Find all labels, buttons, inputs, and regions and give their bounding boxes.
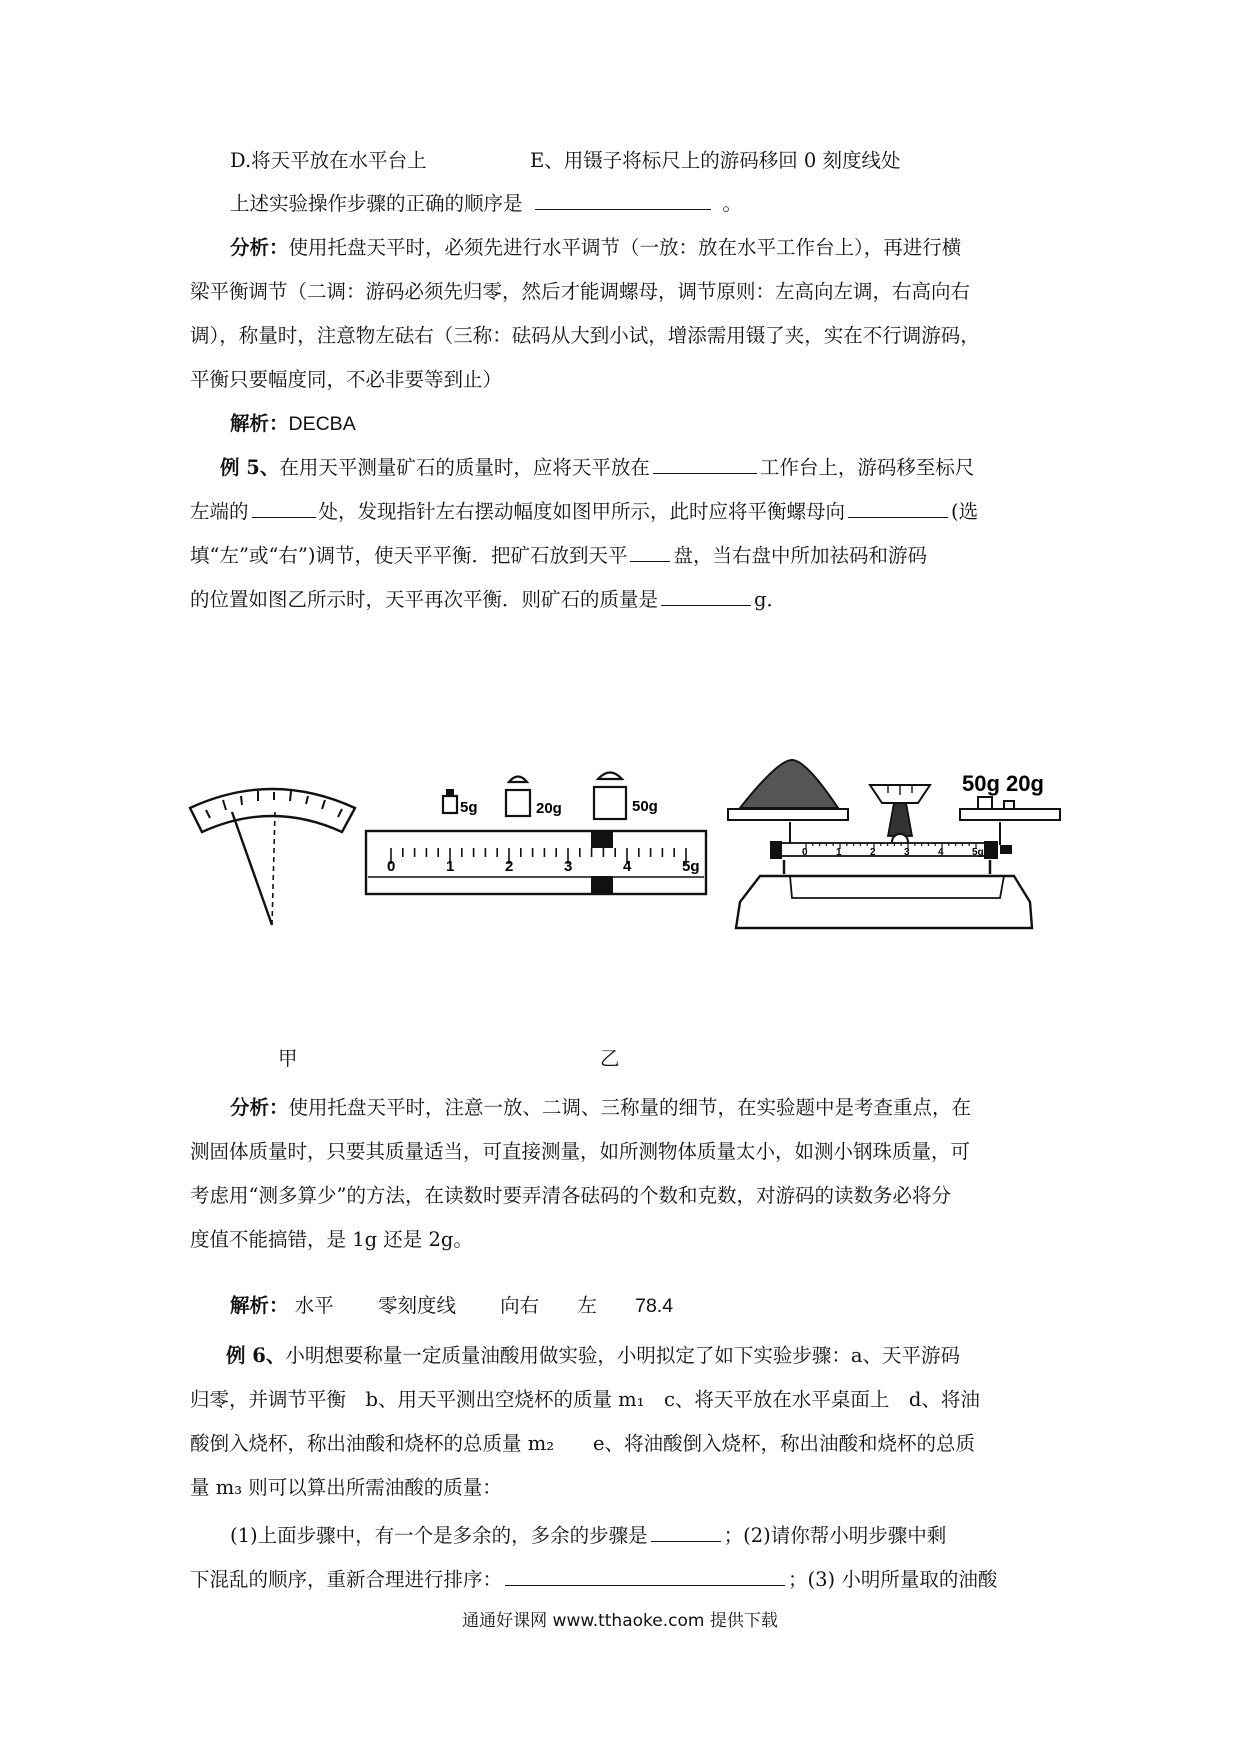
ruler-tick-label: 0 (387, 858, 396, 875)
q4-answer: 解析：DECBA (230, 412, 356, 435)
q6-line-3: 酸倒入烧杯，称出油酸和烧杯的总质量 m₂ e、将油酸倒入烧杯，称出油酸和烧杯的总质 (190, 1432, 976, 1455)
weight-50g (594, 773, 658, 820)
q5-line-2: 左端的 处，发现指针左右摆动幅度如图甲所示，此时应将平衡螺母向 (选 (190, 500, 979, 523)
balance-figure (728, 760, 1060, 928)
q4-order-question: 上述实验操作步骤的正确的顺序是 。 (230, 192, 743, 215)
q4-analysis-line: 调），称量时，注意物左砝右（三称：砝码从大到小试，增添需用镊了夹，实在不行调游码， (190, 324, 980, 347)
caption-yi: 乙 (600, 1047, 620, 1070)
q5-answer: 解析： 水平 零刻度线 向右 左 78.4 (230, 1294, 674, 1317)
balance-ruler-tick-label: 5g (972, 847, 984, 858)
q6-line-6: 下混乱的顺序，重新合理进行排序： ；(3) 小明所量取的油酸 (190, 1568, 998, 1591)
caption-jia: 甲 (278, 1047, 298, 1070)
weight-5g (443, 789, 478, 816)
balance-ruler-tick-label: 2 (870, 847, 876, 858)
q5-line-1: 例 5、在用天平测量矿石的质量时，应将天平放在 工作台上，游码移至标尺 (220, 456, 975, 479)
ruler-tick-label: 3 (564, 858, 573, 875)
balance-ruler-tick-label: 1 (836, 847, 842, 858)
ruler-tick-label: 1 (446, 858, 455, 875)
svg-text:50g 20g: 50g 20g (962, 771, 1044, 796)
q4-option-e: E、用镊子将标尺上的游码移回 0 刻度线处 (530, 149, 901, 172)
svg-text:20g: 20g (536, 800, 562, 817)
svg-text:50g: 50g (632, 798, 658, 815)
q5-line-4: 的位置如图乙所示时，天平再次平衡．则矿石的质量是 g． (190, 588, 786, 611)
q5-analysis: 分析：使用托盘天平时，注意一放、二调、三称量的细节，在实验题中是考查重点，在 (230, 1096, 972, 1119)
balance-ruler-tick-label: 4 (938, 847, 944, 858)
q4-analysis-line: 梁平衡调节（二调：游码必须先归零，然后才能调螺母，调节原则：左高向左调，右高向右 (190, 280, 971, 303)
q4-option-d: D.将天平放在水平台上 E、用镊子将标尺上的游码移回 0 刻度线处 (230, 145, 1110, 173)
ruler-tick-label: 5g (682, 858, 700, 875)
q5-line-3: 填“左”或“右”)调节，使天平平衡．把矿石放到天平 盘，当右盘中所加祛码和游码 (190, 544, 927, 567)
q6-line-2: 归零，并调节平衡 b、用天平测出空烧杯的质量 m₁ c、将天平放在水平桌面上 d、将油 (190, 1388, 980, 1411)
svg-text:5g: 5g (460, 799, 478, 816)
q6-line-1: 例 6、小明想要称量一定质量油酸用做实验，小明拟定了如下实验步骤：a、天平游码 (226, 1344, 960, 1367)
q5-analysis-line: 考虑用“测多算少”的方法，在读数时要弄清各砝码的个数和克数，对游码的读数务必将分 (190, 1184, 951, 1207)
q4-analysis: 分析：使用托盘天平时，必须先进行水平调节（一放：放在水平工作台上），再进行横 (230, 236, 962, 259)
pointer-scale-figure (190, 789, 355, 925)
ruler-tick-label: 4 (623, 858, 632, 875)
weights-and-ruler-figure (366, 773, 706, 895)
balance-ruler-tick-label: 0 (802, 847, 808, 858)
q6-line-4: 量 m₃ 则可以算出所需油酸的质量： (190, 1476, 502, 1499)
q5-analysis-line: 度值不能搞错，是 1g 还是 2g。 (190, 1228, 473, 1251)
answer-blank[interactable] (651, 1523, 721, 1542)
page-footer: 通通好课网 www.tthaoke.com 提供下载 (462, 1611, 778, 1631)
q4-analysis-line: 平衡只要幅度同，不必非要等到止） (190, 368, 503, 391)
q6-line-5: (1)上面步骤中，有一个是多余的，多余的步骤是 ；(2)请你帮小明步骤中剩 (230, 1524, 947, 1547)
q5-analysis-line: 测固体质量时，只要其质量适当，可直接测量，如所测物体质量太小，如测小钢珠质量，可 (190, 1140, 971, 1163)
weight-20g (506, 777, 562, 818)
balance-ruler-tick-label: 3 (904, 847, 910, 858)
ruler-tick-label: 2 (505, 858, 514, 875)
answer-blank[interactable] (505, 1567, 785, 1586)
